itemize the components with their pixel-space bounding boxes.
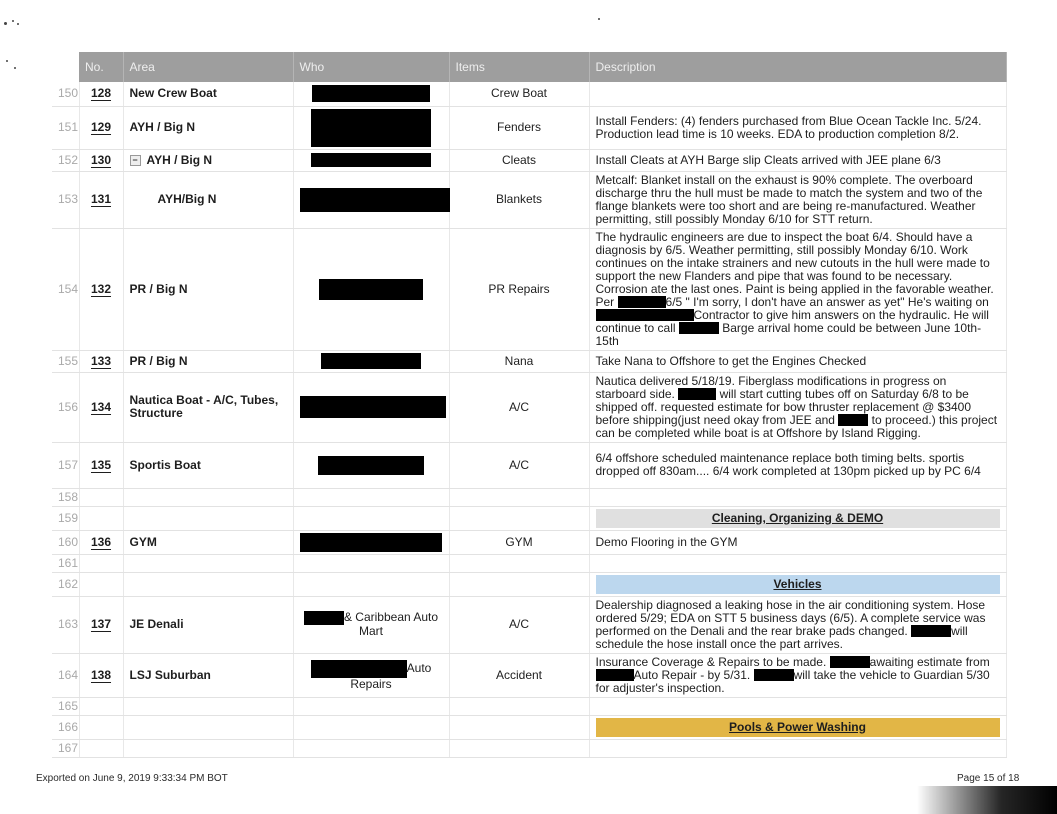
redaction [312,85,430,102]
area-cell: Nautica Boat - A/C, Tubes, Structure [123,372,293,442]
description-cell: 6/4 offshore scheduled maintenance replace both timing belts. sportis dropped off 830am.... 6/4 work completed at 130pm picked up by PC 6/4 [589,442,1006,488]
description-cell: Metcalf: Blanket install on the exhaust is 90% complete. The overboard discharge thru the hull must be made to match the system and two of the flange blankets were too short and are being re-manufactured. Weather permitting, still possibly Monday 6/10 for STT return. [589,171,1006,228]
items-cell: Blankets [449,171,589,228]
item-number: 135 [90,457,112,472]
row-number: 158 [52,488,79,506]
redaction [300,533,442,552]
item-number: 131 [90,192,112,206]
header-who[interactable]: Who [293,52,449,82]
export-timestamp: Exported on June 9, 2019 9:33:34 PM BOT [36,773,228,784]
table-row[interactable] [52,82,1006,106]
redaction [311,109,431,147]
table-row[interactable] [52,171,1006,228]
row-number: 153 [52,171,79,228]
item-number: 136 [90,534,112,549]
redaction [911,625,951,637]
row-number: 157 [52,442,79,488]
table-row[interactable] [52,572,1006,596]
table-row[interactable] [52,442,1006,488]
redaction [311,153,431,167]
who-cell: & Caribbean Auto Mart [293,596,449,653]
section-band-pools: Pools & Power Washing [596,718,1000,737]
scan-shadow [917,786,1057,814]
collapse-toggle-icon[interactable]: − [130,155,141,166]
table-row[interactable] [52,506,1006,530]
row-number: 166 [52,715,79,739]
items-cell: A/C [449,596,589,653]
row-number: 151 [52,106,79,149]
item-number: 133 [90,353,112,368]
redaction [300,396,446,418]
description-cell: Demo Flooring in the GYM [589,530,1006,554]
row-number: 159 [52,506,79,530]
row-number: 155 [52,350,79,372]
items-cell: A/C [449,442,589,488]
item-number: 137 [90,617,112,631]
description-cell: Insurance Coverage & Repairs to be made. awaiting estimate from Auto Repair - by 5/31. will take the vehicle to Guardian 5/30 for adjuster's inspection. [589,653,1006,697]
items-cell: Crew Boat [449,82,589,106]
item-number: 129 [90,120,112,134]
table-row[interactable] [52,488,1006,506]
redaction [300,188,450,212]
header-description[interactable]: Description [589,52,1006,82]
description-cell: Nautica delivered 5/18/19. Fiberglass modifications in progress on starboard side. will start cutting tubes off on Saturday 6/8 to be shipped off. requested estimate for bow thruster replacement @ $3400 before shipping(just need okay from JEE and to proceed.) this project can be completed while boat is at Offshore by Island Rigging. [589,372,1006,442]
table-row[interactable] [52,739,1006,757]
area-cell: LSJ Suburban [123,653,293,697]
row-number: 160 [52,530,79,554]
area-cell: AYH / Big N [123,106,293,149]
section-band-vehicles: Vehicles [596,575,1000,594]
row-number: 164 [52,653,79,697]
items-cell: A/C [449,372,589,442]
item-number: 130 [90,152,112,167]
table-row[interactable] [52,372,1006,442]
redaction [321,353,421,369]
item-number: 132 [90,281,112,296]
description-cell: Install Fenders: (4) fenders purchased from Blue Ocean Tackle Inc. 5/24. Production lead time is 10 weeks. EDA to production completion 8/2. [589,106,1006,149]
description-cell [589,82,1006,106]
item-number: 138 [90,667,112,682]
redaction [679,322,719,334]
redaction [311,660,407,678]
items-cell: Fenders [449,106,589,149]
redaction [319,279,423,300]
table-row[interactable] [52,697,1006,715]
page-indicator: Page 15 of 18 [957,773,1020,784]
description-cell: Take Nana to Offshore to get the Engines Checked [589,350,1006,372]
redaction [304,611,344,625]
table-row[interactable] [52,228,1006,350]
area-cell: PR / Big N [123,350,293,372]
row-number: 162 [52,572,79,596]
items-cell: Nana [449,350,589,372]
row-number: 165 [52,697,79,715]
who-cell: Auto Repairs [293,653,449,697]
task-table [52,52,1007,758]
row-number: 163 [52,596,79,653]
table-row[interactable] [52,653,1006,697]
schedule-sheet [52,52,1006,758]
description-cell: Dealership diagnosed a leaking hose in the air conditioning system. Hose ordered 5/29; EDA on STT 5 business days (6/5). A complete service was performed on the Denali and the rear brake pads changed. will schedule the hose install once the part arrives. [589,596,1006,653]
table-row[interactable] [52,554,1006,572]
header-no[interactable]: No. [79,52,123,82]
redaction [318,456,424,475]
table-row[interactable] [52,106,1006,149]
description-cell: The hydraulic engineers are due to inspect the boat 6/4. Should have a diagnosis by 6/5. Weather permitting, still possibly Monday 6/10. Work continues on the intake strainers and new cutouts in the hull were made to support the new Flanders and pipe that was found to be necessary. Corrosion ate the last ones. Paint is being applied in the favorable weather. Per 6/5 " I'm sorry, I don't have an answer as yet" He's waiting on Contractor to give him answers on the hydraulic. He will continue to call Barge arrival home could be between June 10th-15th [589,228,1006,350]
row-number: 150 [52,82,79,106]
header-items[interactable]: Items [449,52,589,82]
redaction [754,669,794,681]
table-row[interactable] [52,596,1006,653]
area-cell: GYM [123,530,293,554]
items-cell: Cleats [449,149,589,171]
redaction [618,296,666,308]
item-number: 134 [90,399,112,414]
header-row [52,52,1006,82]
row-number: 152 [52,149,79,171]
table-row[interactable] [52,530,1006,554]
table-row[interactable] [52,715,1006,739]
row-number: 156 [52,372,79,442]
items-cell: Accident [449,653,589,697]
table-row[interactable] [52,149,1006,171]
section-band-cleaning: Cleaning, Organizing & DEMO [596,509,1000,528]
area-text: AYH / Big N [146,152,213,167]
row-number: 154 [52,228,79,350]
description-cell: Install Cleats at AYH Barge slip Cleats arrived with JEE plane 6/3 [589,149,1006,171]
items-cell: PR Repairs [449,228,589,350]
area-cell: Sportis Boat [123,442,293,488]
item-number: 128 [90,86,112,101]
area-cell: AYH/Big N [123,171,293,228]
area-cell: PR / Big N [123,228,293,350]
row-number: 167 [52,739,79,757]
table-row[interactable] [52,350,1006,372]
area-cell: JE Denali [123,596,293,653]
row-number: 161 [52,554,79,572]
area-cell: New Crew Boat [123,82,293,106]
items-cell: GYM [449,530,589,554]
header-area[interactable]: Area [123,52,293,82]
